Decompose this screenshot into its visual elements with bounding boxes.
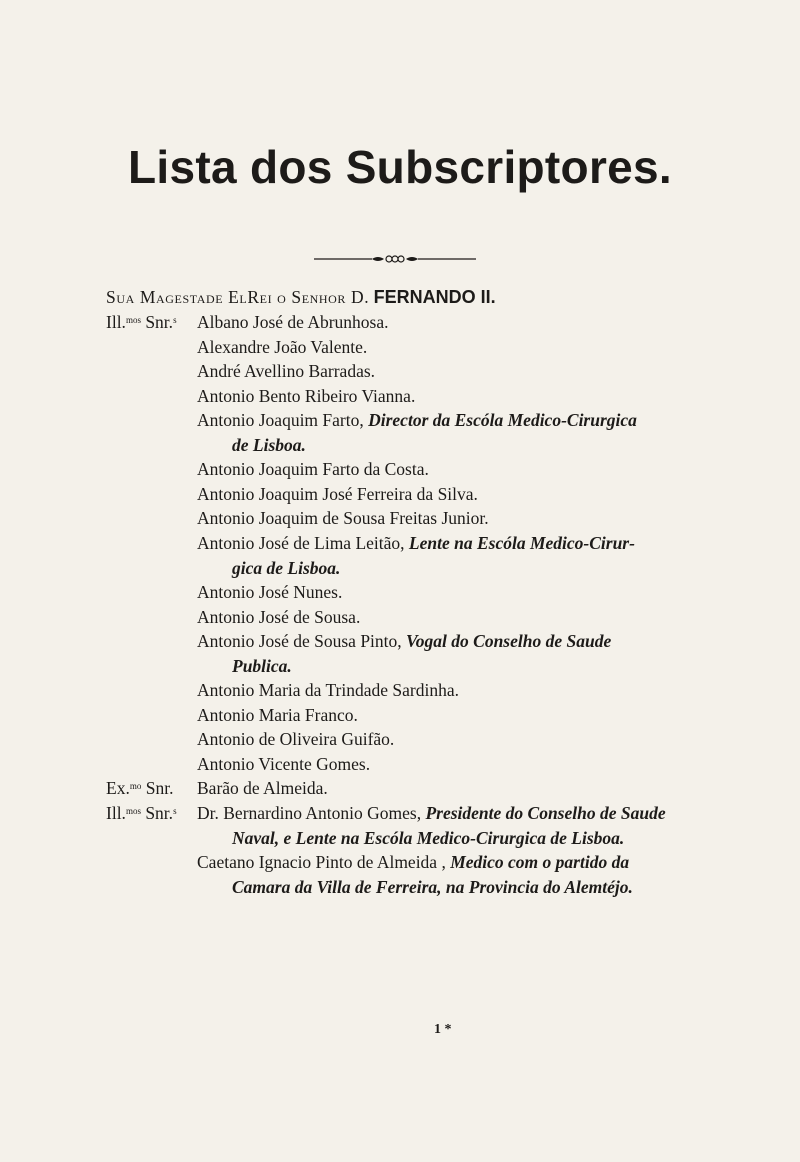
list-item: [197, 336, 367, 358]
subscriber-name: Antonio Maria da Trindade Sardinha.: [197, 680, 459, 701]
list-item-continuation: [232, 557, 340, 579]
subscriber-name: Antonio José de Sousa Pinto,: [197, 631, 402, 652]
subscriber-title: Director da Escóla Medico-Cirurgica: [368, 410, 637, 431]
honorific: [106, 777, 197, 799]
list-item-continuation: [232, 827, 624, 849]
subscriber-name: Antonio José Nunes.: [197, 582, 343, 603]
subscriber-name: Albano José de Abrunhosa.: [197, 312, 389, 332]
list-item: [106, 802, 666, 824]
royal-entry: [106, 286, 496, 308]
list-item: [197, 360, 375, 382]
list-item: [197, 851, 629, 873]
honorific-title-sup: mos: [125, 315, 141, 325]
list-item: [197, 753, 370, 775]
list-item: [197, 581, 342, 603]
honorific-address: Snr.: [145, 803, 174, 823]
list-item: [197, 728, 394, 750]
subscriber-name: Antonio de Oliveira Guifão.: [197, 729, 395, 750]
subscriber-name: Alexandre João Valente.: [197, 336, 368, 357]
list-item-continuation: [232, 434, 306, 456]
list-item: [106, 777, 328, 799]
honorific-address: Snr.: [145, 778, 174, 799]
subscriber-name: Antonio Joaquim de Sousa Freitas Junior.: [197, 508, 489, 529]
list-item: [197, 483, 478, 505]
subscriber-name: André Avellino Barradas.: [197, 361, 376, 382]
subscriber-title: Vogal do Conselho de Saude: [406, 631, 612, 652]
list-item-continuation: [232, 876, 633, 898]
honorific-title: Ex.: [106, 778, 130, 799]
list-item: [197, 458, 429, 480]
honorific: [106, 802, 197, 824]
subscriber-title-continued: Naval, e Lente na Escóla Medico-Cirurgica de Lisboa.: [232, 827, 625, 848]
subscriber-title: Medico com o partido da: [450, 852, 630, 873]
honorific-address-sup: s: [173, 806, 177, 816]
list-item: [197, 704, 358, 726]
subscriber-name: Antonio Joaquim José Ferreira da Silva.: [197, 483, 478, 504]
subscriber-name: Antonio Vicente Gomes.: [197, 753, 371, 774]
subscriber-name: Dr. Bernardino Antonio Gomes,: [197, 803, 422, 823]
signature-mark: 1 *: [434, 1022, 452, 1037]
ornament-divider: [314, 253, 476, 265]
list-item: [197, 606, 360, 628]
subscriber-name: Antonio Bento Ribeiro Vianna.: [197, 385, 416, 406]
list-item: [197, 630, 611, 652]
list-item-continuation: [232, 655, 292, 677]
subscriber-title-continued: Camara da Villa de Ferreira, na Provincia do Alemtéjo.: [232, 876, 633, 897]
list-item: [197, 385, 415, 407]
page-title: Lista dos Subscriptores.: [128, 141, 672, 193]
subscriber-name: Caetano Ignacio Pinto de Almeida ,: [197, 852, 446, 873]
honorific-address-sup: s: [173, 315, 177, 325]
subscriber-name: Antonio José de Lima Leitão,: [197, 532, 405, 553]
list-item: [106, 311, 389, 333]
subscriber-name: Antonio José de Sousa.: [197, 606, 361, 627]
honorific-title-sup: mo: [129, 781, 142, 792]
subscriber-title-continued: gica de Lisboa.: [232, 557, 341, 578]
list-item: [197, 532, 635, 554]
honorific: [106, 311, 197, 333]
subscriber-title: Presidente do Conselho de Saude: [425, 803, 666, 823]
subscriber-name: Antonio Maria Franco.: [197, 704, 358, 725]
royal-name: FERNANDO II.: [373, 287, 496, 307]
honorific-title: Ill.: [106, 803, 126, 823]
subscriber-name: Antonio Joaquim Farto,: [197, 410, 364, 431]
subscriber-title-continued: de Lisboa.: [232, 434, 306, 455]
subscriber-name: Barão de Almeida.: [197, 778, 328, 799]
list-item: [197, 507, 489, 529]
subscriber-title: Lente na Escóla Medico-Cirur-: [408, 532, 635, 553]
list-item: [197, 679, 459, 701]
subscriber-name: Antonio Joaquim Farto da Costa.: [197, 459, 429, 480]
honorific-title: Ill.: [106, 312, 126, 332]
royal-prefix: Sua Magestade ElRei o Senhor D.: [106, 287, 370, 307]
subscriber-title-continued: Publica.: [232, 655, 292, 676]
honorific-address: Snr.: [145, 312, 174, 332]
honorific-title-sup: mos: [125, 806, 141, 816]
list-item: [197, 409, 637, 431]
